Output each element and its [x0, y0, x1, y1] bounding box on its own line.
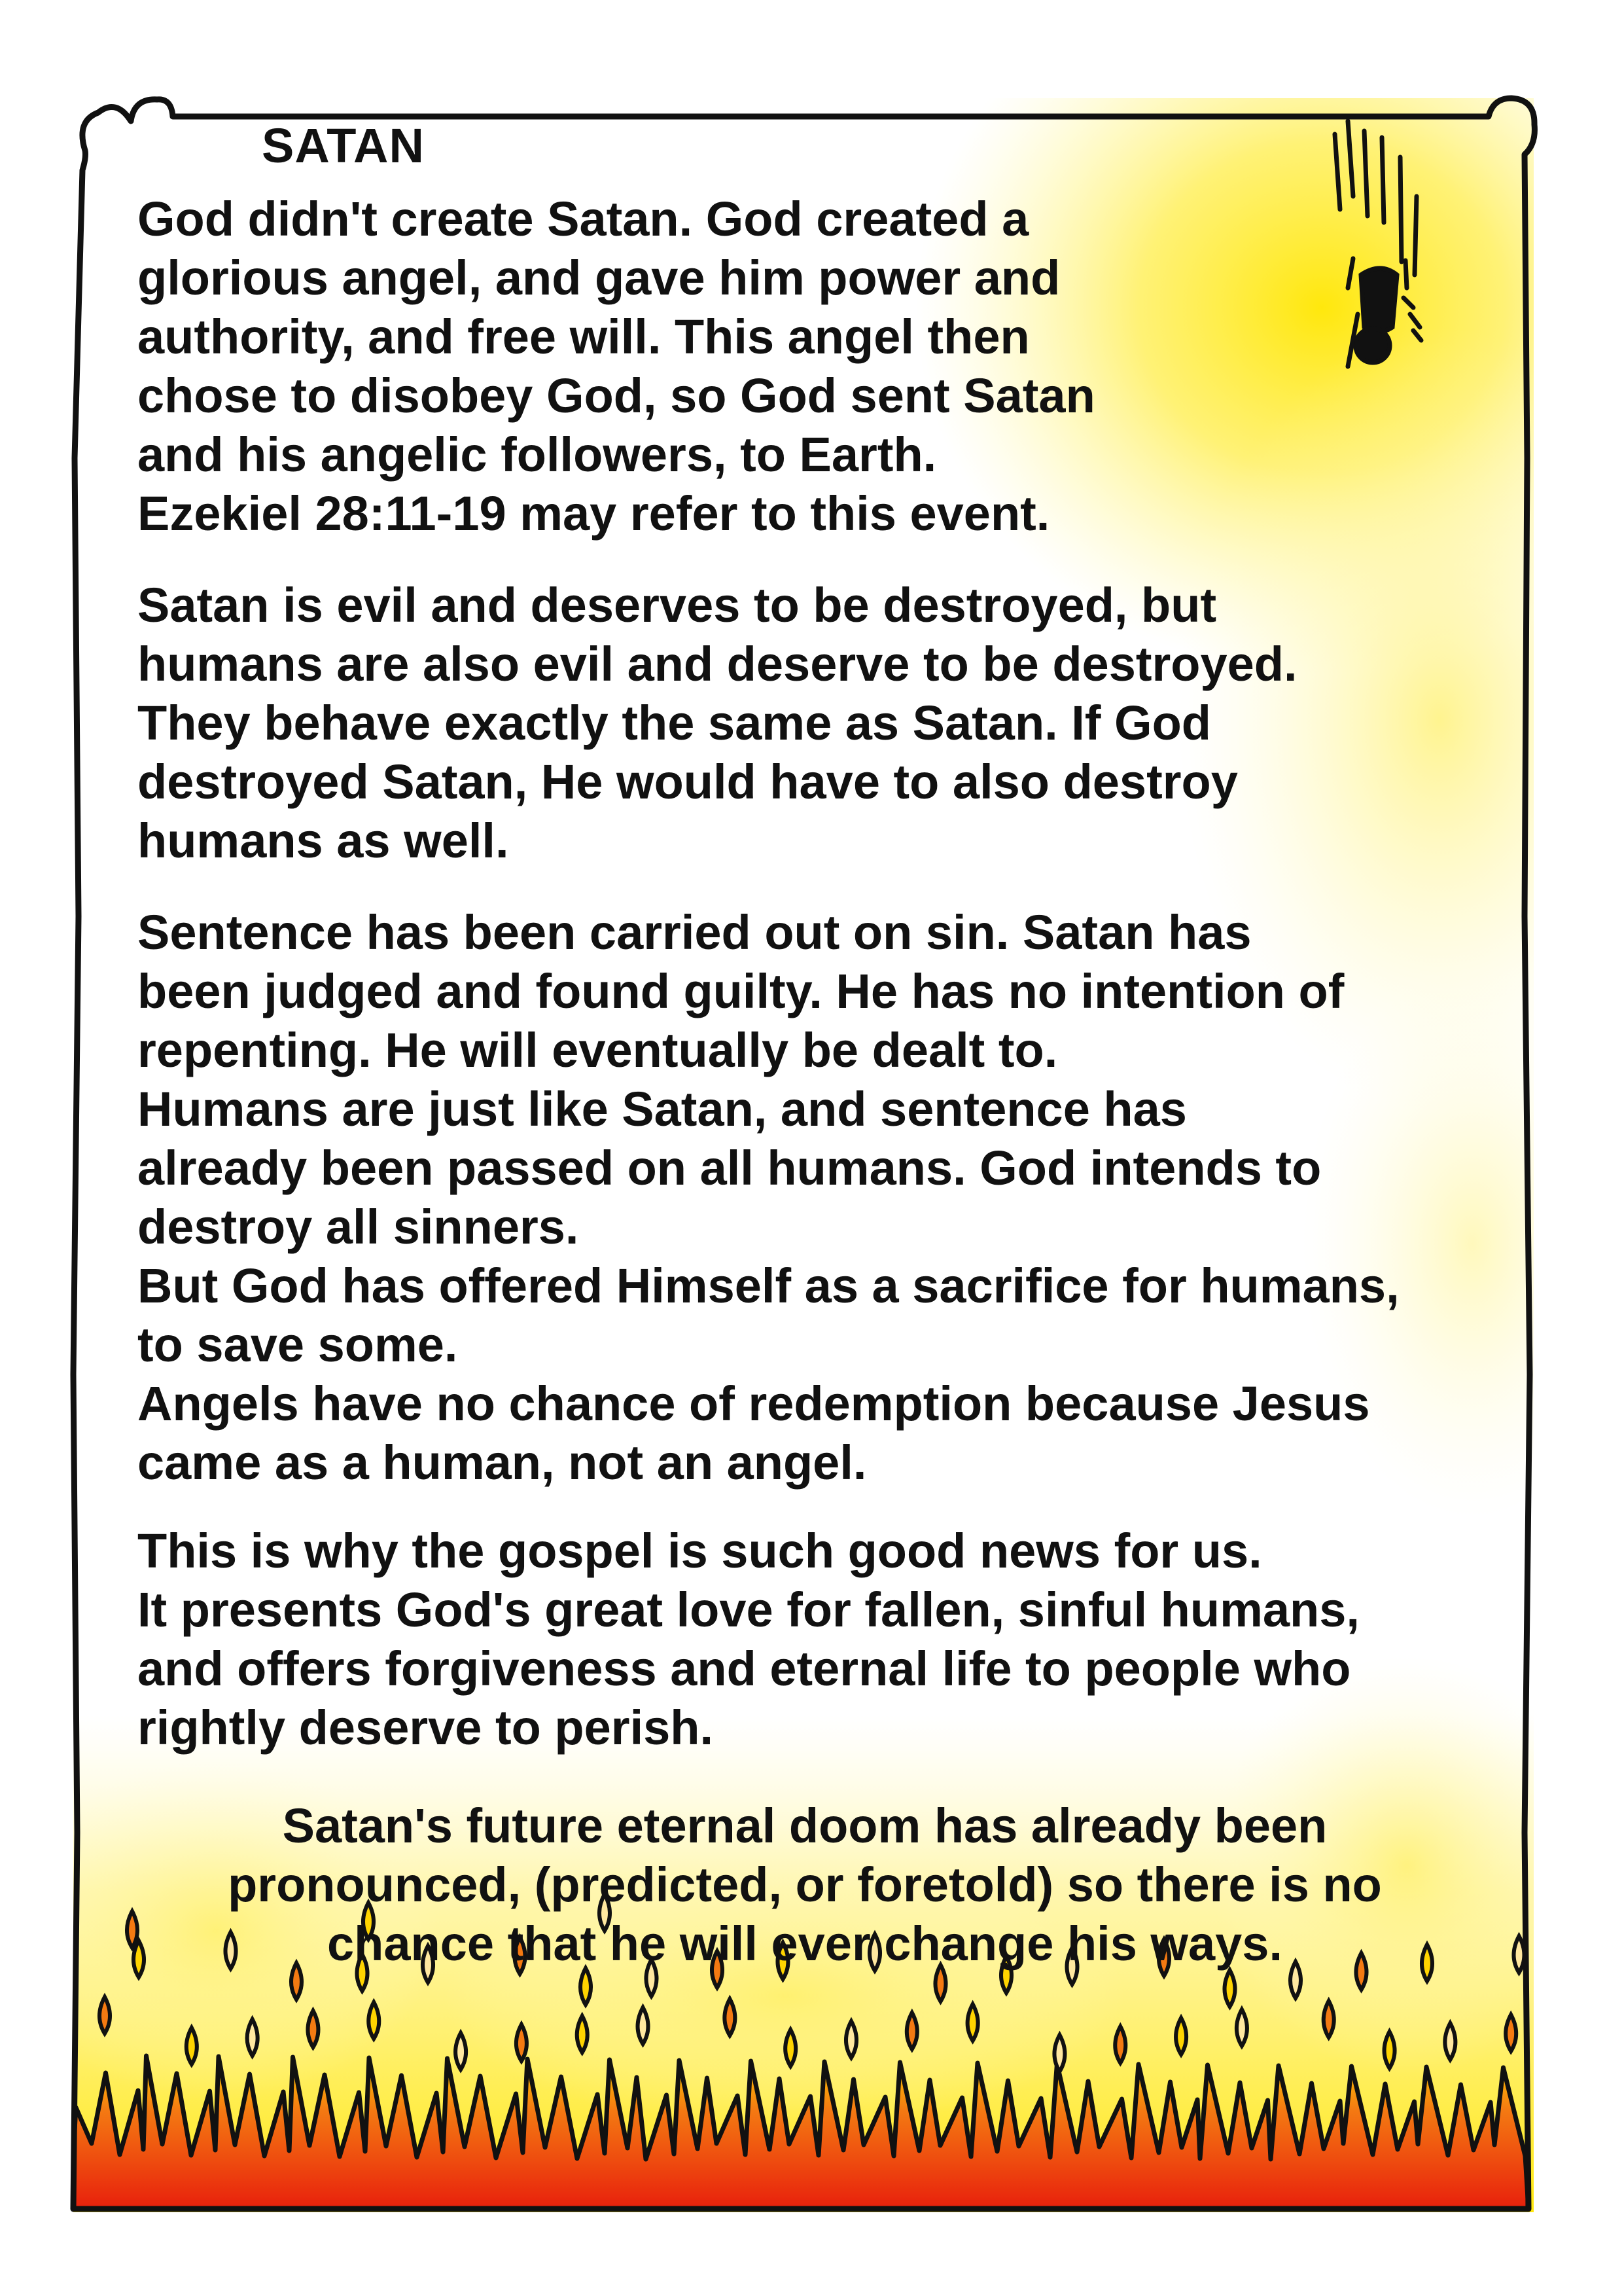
- text-line: glorious angel, and gave him power and: [137, 251, 1061, 305]
- text-line: authority, and free will. This angel then: [137, 310, 1030, 364]
- text-line: God didn't create Satan. God created a: [137, 192, 1029, 246]
- text-line: Satan's future eternal doom has already been: [282, 1799, 1328, 1853]
- text-line: humans are also evil and deserve to be destroyed.: [137, 637, 1297, 691]
- closing-statement: [150, 1797, 1459, 1973]
- text-line: destroy all sinners.: [137, 1200, 579, 1254]
- text-line: humans as well.: [137, 814, 509, 868]
- text-line: Satan is evil and deserves to be destroyed, but: [137, 578, 1217, 632]
- text-line: and his angelic followers, to Earth.: [137, 427, 937, 482]
- text-line: pronounced, (predicted, or foretold) so there is no: [228, 1857, 1382, 1912]
- text-line: But God has offered Himself as a sacrifice for humans,: [137, 1259, 1400, 1313]
- text-line: chance that he will ever change his ways.: [327, 1916, 1283, 1971]
- text-line: to save some.: [137, 1318, 458, 1372]
- text-line: destroyed Satan, He would have to also destroy: [137, 755, 1238, 809]
- text-line: been judged and found guilty. He has no intention of: [137, 964, 1345, 1018]
- text-line: Sentence has been carried out on sin. Satan has: [137, 905, 1252, 960]
- text-line: They behave exactly the same as Satan. If God: [137, 696, 1212, 750]
- text-line: It presents God's great love for fallen, sinful humans,: [137, 1583, 1360, 1637]
- text-line: This is why the gospel is such good news for us.: [137, 1524, 1262, 1578]
- text-line: rightly deserve to perish.: [137, 1700, 714, 1755]
- paragraph-evil: [137, 576, 1538, 870]
- page-title: SATAN: [262, 118, 425, 173]
- text-line: Ezekiel 28:11-19 may refer to this event.: [137, 486, 1050, 541]
- text-line: came as a human, not an angel.: [137, 1435, 867, 1490]
- paragraph-gospel: [137, 1522, 1538, 1757]
- text-line: chose to disobey God, so God sent Satan: [137, 368, 1095, 423]
- paragraph-origin: [137, 190, 1538, 543]
- text-line: repenting. He will eventually be dealt to.: [137, 1023, 1058, 1077]
- text-line: Angels have no chance of redemption because Jesus: [137, 1376, 1370, 1431]
- text-line: and offers forgiveness and eternal life to people who: [137, 1641, 1351, 1696]
- text-line: already been passed on all humans. God intends to: [137, 1141, 1322, 1195]
- text-line: Humans are just like Satan, and sentence has: [137, 1082, 1187, 1136]
- paragraph-sentence: [137, 903, 1538, 1492]
